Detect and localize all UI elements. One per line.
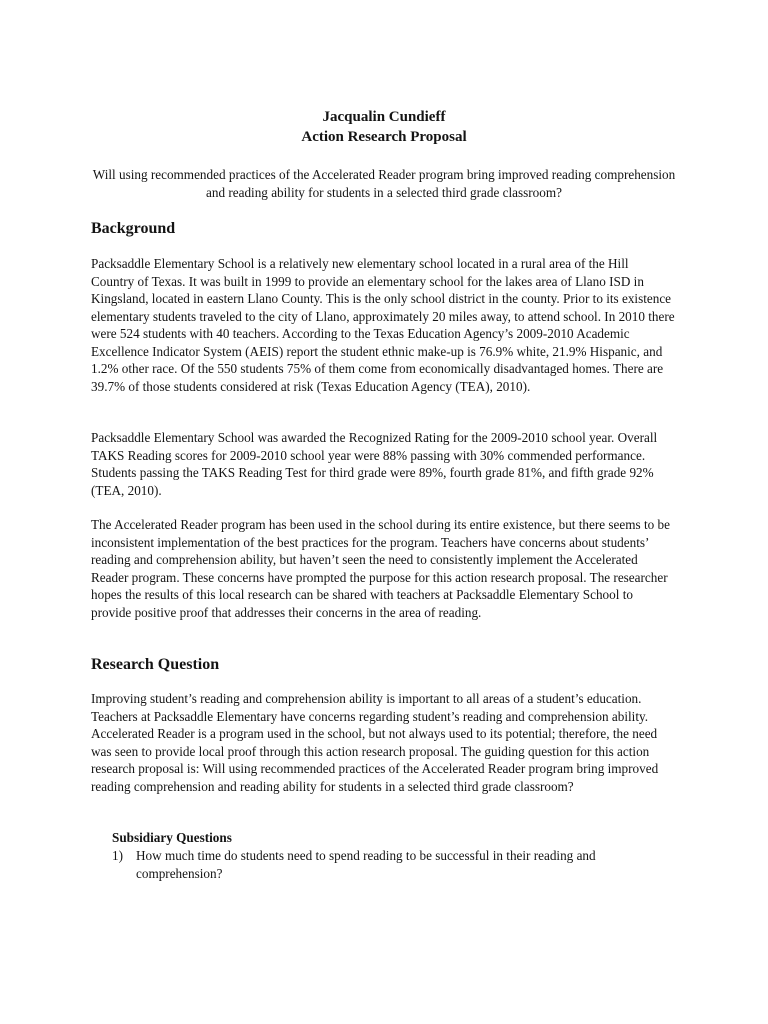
- subsidiary-questions-heading: Subsidiary Questions: [112, 830, 232, 845]
- author-name: Jacqualin Cundieff: [322, 109, 446, 125]
- background-heading: Background: [91, 220, 176, 237]
- subsidiary-questions-list: [112, 847, 682, 882]
- list-item-text: How much time do students need to spend reading to be successful in their reading and comprehension?: [136, 848, 596, 881]
- list-item-number: 1): [112, 848, 123, 863]
- intro-question: Will using recommended practices of the Accelerated Reader program bring improved reading comprehension and reading ability for students in a selected third grade classroom?: [92, 167, 676, 200]
- list-item: [112, 847, 682, 882]
- background-paragraph-1: Packsaddle Elementary School is a relatively new elementary school located in a rural area of the Hill Country of Texas. It was built in 1999 to provide an elementary school for the lakes area of Llano ISD in Kingsland, located in eastern Llano County. This is the only school district in the county. Prior to its existence elementary students traveled to the city of Llano, approximately 20 miles away, to attend school. In 2010 there were 524 students with 40 teachers. According to the Texas Education Agency’s 2009-2010 Academic Excellence Indicator System (AEIS) report the student ethnic make-up is 76.9% white, 21.9% Hispanic, and 1.2% other race. Of the 550 students 75% of them come from economically disadvantaged homes. There are 39.7% of those students considered at risk (Texas Education Agency (TEA), 2010).: [91, 256, 675, 394]
- research-question-paragraph: Improving student’s reading and comprehension ability is important to all areas of a student’s education. Teachers at Packsaddle Elementary have concerns regarding student’s reading and comprehension ability. Accelerated Reader is a program used in the school, but not always used to its potential; therefore, the need was seen to provide local proof through this action research proposal. The guiding question for this action research proposal is: Will using recommended practices of the Accelerated Reader program bring improved reading comprehension and reading ability for students in a selected third grade classroom?: [91, 691, 659, 794]
- background-paragraph-2: Packsaddle Elementary School was awarded the Recognized Rating for the 2009-2010 school year. Overall TAKS Reading scores for 2009-2010 school year were 88% passing with 30% commended performance. Students passing the TAKS Reading Test for third grade were 89%, fourth grade 81%, and fifth grade 92% (TEA, 2010).: [91, 430, 658, 498]
- background-paragraph-3: The Accelerated Reader program has been used in the school during its entire existence, but there seems to be inconsistent implementation of the best practices for the program. Teachers have concerns about students’ reading and comprehension ability, but haven’t seen the need to consistently implement the Accelerated Reader program. These concerns have prompted the purpose for this action research proposal. The researcher hopes the results of this local research can be shared with teachers at Packsaddle Elementary School to provide positive proof that addresses their concerns in the area of reading.: [91, 517, 670, 620]
- document-title: Action Research Proposal: [301, 129, 467, 145]
- research-question-heading: Research Question: [91, 656, 220, 673]
